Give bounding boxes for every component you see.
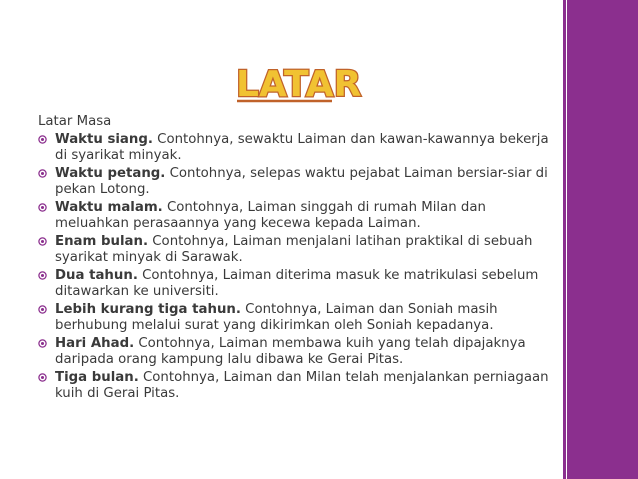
bullet-list [38,132,558,402]
list-item [38,200,558,232]
item-bold: Tiga bulan. [55,370,139,385]
side-bar [567,0,638,479]
side-stripe [563,0,566,479]
item-bold: Waktu petang. [55,166,166,181]
circle-bullet-icon [38,373,47,382]
item-text: Contohnya, Laiman membawa kuih yang telah dipajaknya daripada orang kampung lalu dibawa ke Gerai Pitas. [55,336,526,367]
list-item [38,132,558,164]
item-text: Contohnya, selepas waktu pejabat Laiman bersiar-siar di pekan Lotong. [55,166,548,197]
circle-bullet-icon [38,305,47,314]
circle-bullet-icon [38,135,47,144]
content [38,114,558,404]
item-bold: Waktu siang. [55,132,153,147]
circle-bullet-icon [38,237,47,246]
list-item [38,268,558,300]
item-bold: Hari Ahad. [55,336,135,351]
list-item [38,336,558,368]
item-text: Contohnya, sewaktu Laiman dan kawan-kawannya bekerja di syarikat minyak. [55,132,549,163]
list-item [38,370,558,402]
item-bold: Enam bulan. [55,234,149,249]
circle-bullet-icon [38,203,47,212]
subtitle: Latar Masa [38,114,112,129]
list-item [38,234,558,266]
circle-bullet-icon [38,169,47,178]
slide-title [236,60,362,105]
item-text: Contohnya, Laiman dan Soniah masih berhubung melalui surat yang dikirimkan oleh Soniah kepadanya. [55,302,498,333]
circle-bullet-icon [38,339,47,348]
item-bold: Lebih kurang tiga tahun. [55,302,241,317]
svg-text:LATAR: LATAR [236,64,362,105]
item-text: Contohnya, Laiman menjalani latihan praktikal di sebuah syarikat minyak di Sarawak. [55,234,533,265]
item-bold: Waktu malam. [55,200,163,215]
item-text: Contohnya, Laiman diterima masuk ke matrikulasi sebelum ditawarkan ke universiti. [55,268,539,299]
circle-bullet-icon [38,271,47,280]
item-bold: Dua tahun. [55,268,138,283]
item-text: Contohnya, Laiman dan Milan telah menjalankan perniagaan kuih di Gerai Pitas. [55,370,549,401]
list-item [38,166,558,198]
list-item [38,302,558,334]
item-text: Contohnya, Laiman singgah di rumah Milan dan meluahkan perasaannya yang kecewa kepada Laiman. [55,200,486,231]
